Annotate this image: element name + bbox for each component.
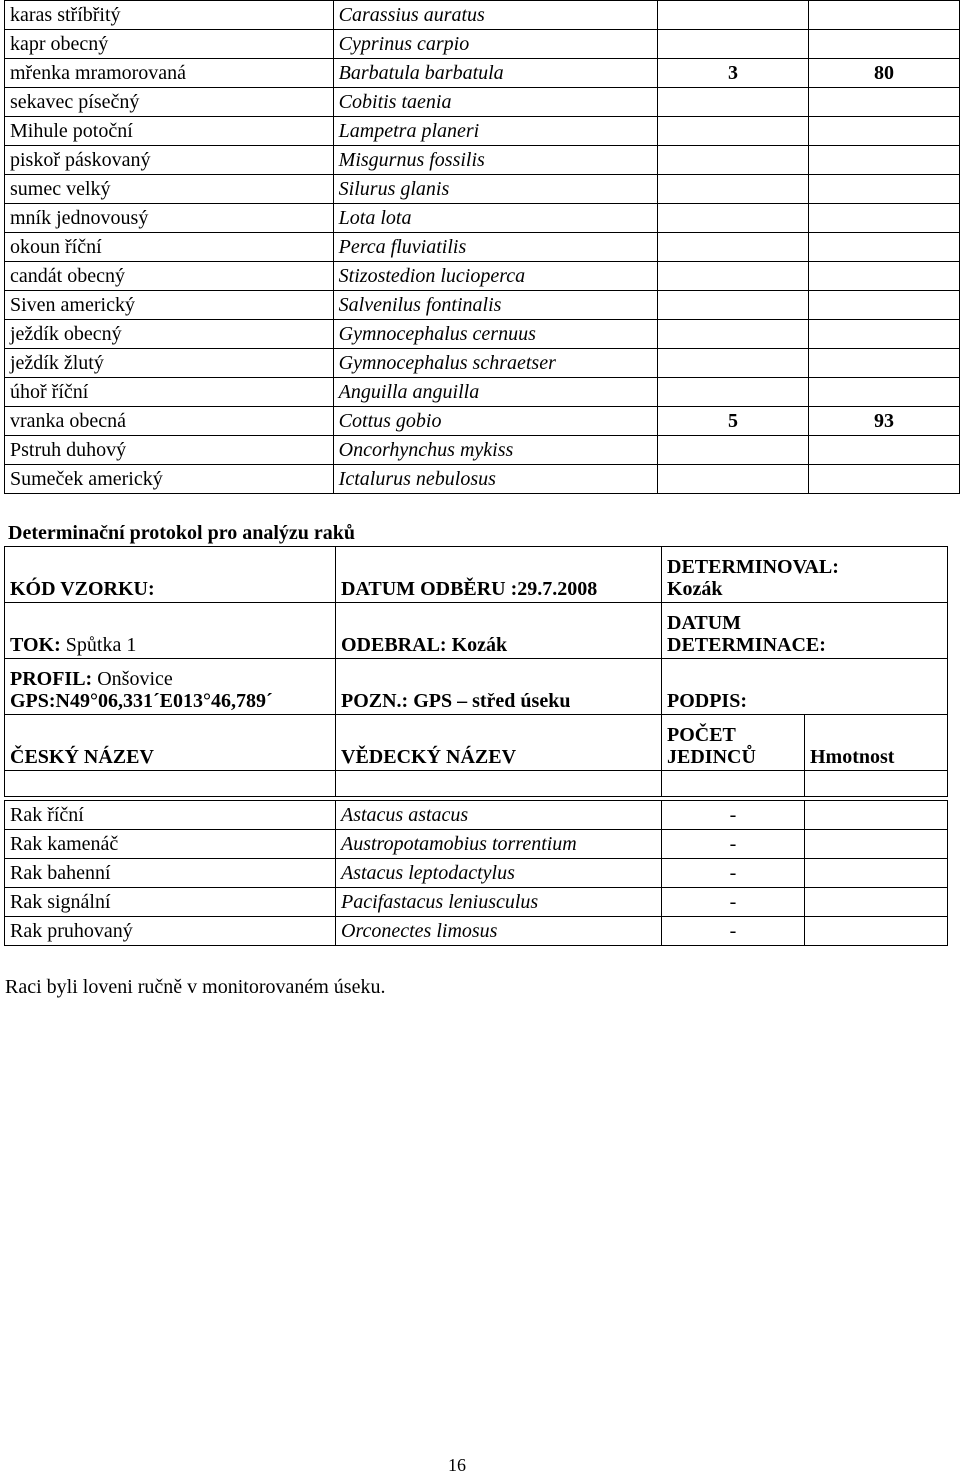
fish-count-cell [658, 233, 809, 262]
crab-latin-cell: Orconectes limosus [336, 917, 662, 946]
fish-weight-cell [808, 436, 959, 465]
fish-czech-cell: Mihule potoční [5, 117, 334, 146]
crab-table [4, 800, 948, 946]
crab-latin-cell: Astacus astacus [336, 801, 662, 830]
crab-row [5, 888, 948, 917]
fish-table [4, 0, 960, 494]
crab-row [5, 830, 948, 859]
note-text: Raci byli loveni ručně v monitorovaném úseku. [5, 976, 386, 998]
crab-czech-cell: Rak signální [5, 888, 336, 917]
page-number: 16 [448, 1455, 466, 1475]
fish-weight-cell [808, 465, 959, 494]
crab-count-cell: - [662, 801, 805, 830]
fish-weight-cell [808, 88, 959, 117]
note-gps: POZN.: GPS – střed úseku [336, 659, 662, 715]
crab-weight-cell [805, 888, 948, 917]
fish-czech-cell: sumec velký [5, 175, 334, 204]
fish-latin-cell: Perca fluviatilis [333, 233, 657, 262]
fish-count-cell [658, 320, 809, 349]
sample-code-label: KÓD VZORKU: [5, 547, 336, 603]
fish-latin-cell: Stizostedion lucioperca [333, 262, 657, 291]
fish-count-cell [658, 204, 809, 233]
fish-row [5, 117, 960, 146]
fish-row [5, 320, 960, 349]
collected-by: ODEBRAL: Kozák [336, 603, 662, 659]
fish-czech-cell: Pstruh duhový [5, 436, 334, 465]
fish-count-cell: 3 [658, 59, 809, 88]
fish-czech-cell: kapr obecný [5, 30, 334, 59]
fish-weight-cell [808, 349, 959, 378]
spacer-cell [805, 771, 948, 797]
crab-czech-cell: Rak kamenáč [5, 830, 336, 859]
crab-weight-cell [805, 859, 948, 888]
fish-latin-cell: Cyprinus carpio [333, 30, 657, 59]
fish-row [5, 30, 960, 59]
col-count-2: JEDINCŮ [667, 746, 756, 768]
fish-weight-cell [808, 378, 959, 407]
sampling-date: DATUM ODBĚRU :29.7.2008 [336, 547, 662, 603]
fish-weight-cell: 80 [808, 59, 959, 88]
determination-date-label-2: DETERMINACE: [667, 634, 826, 656]
crab-row [5, 859, 948, 888]
fish-count-cell [658, 146, 809, 175]
fish-count-cell [658, 262, 809, 291]
fish-row [5, 88, 960, 117]
fish-weight-cell [808, 291, 959, 320]
fish-row [5, 233, 960, 262]
crab-protocol-title: Determinační protokol pro analýzu raků [8, 522, 356, 544]
fish-row [5, 407, 960, 436]
fish-latin-cell: Gymnocephalus schraetser [333, 349, 657, 378]
crab-latin-cell: Austropotamobius torrentium [336, 830, 662, 859]
fish-count-cell [658, 117, 809, 146]
crab-czech-cell: Rak říční [5, 801, 336, 830]
determined-by-label: DETERMINOVAL: [667, 556, 839, 578]
crab-count-cell: - [662, 917, 805, 946]
stream-value: Spůtka 1 [65, 634, 137, 656]
fish-row [5, 291, 960, 320]
fish-count-cell [658, 175, 809, 204]
fish-czech-cell: candát obecný [5, 262, 334, 291]
fish-czech-cell: karas stříbřitý [5, 1, 334, 30]
fish-czech-cell: ježdík žlutý [5, 349, 334, 378]
fish-weight-cell [808, 1, 959, 30]
spacer-cell [5, 771, 336, 797]
fish-row [5, 349, 960, 378]
signature-label: PODPIS: [662, 659, 948, 715]
fish-weight-cell [808, 146, 959, 175]
fish-czech-cell: úhoř říční [5, 378, 334, 407]
fish-count-cell: 5 [658, 407, 809, 436]
fish-row [5, 175, 960, 204]
profile-label: PROFIL: [10, 668, 93, 690]
fish-czech-cell: mřenka mramorovaná [5, 59, 334, 88]
determined-by [662, 547, 948, 603]
fish-latin-cell: Salvenilus fontinalis [333, 291, 657, 320]
fish-row [5, 146, 960, 175]
stream-label: TOK: [10, 634, 61, 656]
fish-czech-cell: okoun říční [5, 233, 334, 262]
fish-weight-cell [808, 30, 959, 59]
fish-czech-cell: ježdík obecný [5, 320, 334, 349]
profile-cell [5, 659, 336, 715]
fish-czech-cell: vranka obecná [5, 407, 334, 436]
fish-czech-cell: piskoř páskovaný [5, 146, 334, 175]
fish-latin-cell: Gymnocephalus cernuus [333, 320, 657, 349]
col-czech-name: ČESKÝ NÁZEV [5, 715, 336, 771]
fish-count-cell [658, 436, 809, 465]
crab-czech-cell: Rak bahenní [5, 859, 336, 888]
fish-czech-cell: mník jednovousý [5, 204, 334, 233]
fish-latin-cell: Oncorhynchus mykiss [333, 436, 657, 465]
determined-by-value: Kozák [667, 578, 723, 600]
fish-weight-cell [808, 175, 959, 204]
crab-weight-cell [805, 801, 948, 830]
crab-count-cell: - [662, 888, 805, 917]
crab-czech-cell: Rak pruhovaný [5, 917, 336, 946]
determination-date-label-1: DATUM [667, 612, 742, 634]
col-count-1: POČET [667, 724, 736, 746]
col-weight: Hmotnost [805, 715, 948, 771]
fish-weight-cell: 93 [808, 407, 959, 436]
fish-count-cell [658, 349, 809, 378]
determination-date [662, 603, 948, 659]
fish-count-cell [658, 291, 809, 320]
fish-czech-cell: Sumeček americký [5, 465, 334, 494]
fish-weight-cell [808, 320, 959, 349]
fish-row [5, 262, 960, 291]
fish-count-cell [658, 465, 809, 494]
fish-row [5, 465, 960, 494]
fish-weight-cell [808, 117, 959, 146]
spacer-cell [662, 771, 805, 797]
crab-count-cell: - [662, 859, 805, 888]
crab-weight-cell [805, 830, 948, 859]
fish-czech-cell: Siven americký [5, 291, 334, 320]
fish-latin-cell: Cobitis taenia [333, 88, 657, 117]
fish-row [5, 204, 960, 233]
fish-row [5, 436, 960, 465]
fish-weight-cell [808, 233, 959, 262]
fish-latin-cell: Lota lota [333, 204, 657, 233]
fish-latin-cell: Barbatula barbatula [333, 59, 657, 88]
fish-latin-cell: Carassius auratus [333, 1, 657, 30]
crab-protocol-header [4, 546, 948, 797]
fish-weight-cell [808, 262, 959, 291]
col-count [662, 715, 805, 771]
crab-row [5, 801, 948, 830]
spacer-cell [336, 771, 662, 797]
crab-row [5, 917, 948, 946]
fish-count-cell [658, 88, 809, 117]
fish-latin-cell: Silurus glanis [333, 175, 657, 204]
gps-value: GPS:N49°06,331´E013°46,789´ [10, 690, 273, 712]
fish-count-cell [658, 1, 809, 30]
crab-latin-cell: Pacifastacus leniusculus [336, 888, 662, 917]
fish-row [5, 378, 960, 407]
fish-latin-cell: Anguilla anguilla [333, 378, 657, 407]
fish-count-cell [658, 378, 809, 407]
fish-row [5, 59, 960, 88]
col-latin-name: VĚDECKÝ NÁZEV [336, 715, 662, 771]
profile-value: Onšovice [97, 668, 173, 690]
fish-latin-cell: Lampetra planeri [333, 117, 657, 146]
stream-cell [5, 603, 336, 659]
fish-row [5, 1, 960, 30]
crab-latin-cell: Astacus leptodactylus [336, 859, 662, 888]
fish-weight-cell [808, 204, 959, 233]
fish-count-cell [658, 30, 809, 59]
fish-latin-cell: Ictalurus nebulosus [333, 465, 657, 494]
fish-latin-cell: Cottus gobio [333, 407, 657, 436]
crab-weight-cell [805, 917, 948, 946]
fish-czech-cell: sekavec písečný [5, 88, 334, 117]
fish-latin-cell: Misgurnus fossilis [333, 146, 657, 175]
crab-count-cell: - [662, 830, 805, 859]
